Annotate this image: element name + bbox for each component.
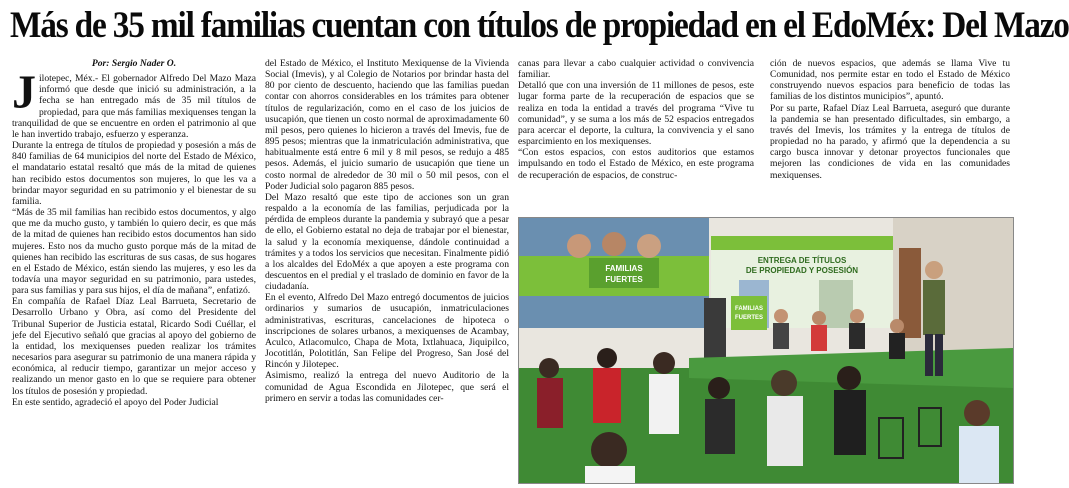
audience-body — [537, 378, 563, 428]
official-body — [811, 325, 827, 351]
poster-face — [637, 234, 661, 258]
event-photo — [518, 217, 1014, 484]
paragraph: Durante la entrega de títulos de propiedad y posesión a más de 840 familias de 64 municipios del norte del Estado de México, el mandatario estatal resaltó que más de la mitad de quienes han recibido estos documentos son mujeres, lo que les va a brindar mayor seguridad en su patrimonio y el bienestar de su familia. — [12, 140, 256, 207]
paragraph: canas para llevar a cabo cualquier actividad o convivencia familiar. — [518, 58, 754, 81]
poster-face — [602, 232, 626, 256]
familias-sign-line-2: FUERTES — [605, 275, 643, 284]
podium-sign — [731, 296, 767, 330]
audience-body — [649, 374, 679, 434]
official-head — [812, 311, 826, 325]
audience-body — [585, 466, 635, 483]
speaker-leg — [925, 334, 933, 376]
paragraph: ción de nuevos espacios, que además se llama Vive tu Comunidad, nos permite estar en todo el Estado de México construyendo nuevos espacios para beneficio de todas las familias de los distintos municipios”, apuntó. — [770, 58, 1010, 103]
banner-line-2: DE PROPIEDAD Y POSESIÓN — [745, 266, 859, 275]
banner-line-1: ENTREGA DE TÍTULOS — [757, 256, 847, 265]
audience-body — [959, 426, 999, 483]
paragraph: “Más de 35 mil familias han recibido estos documentos, y algo que me da mucho gusto, y también lo quiero decir, es que más de la mitad de quienes han recibido estos documentos han sido mujeres. Esto nos da mucho gusto porque más de la mitad de quienes han recibido las escrituras de sus casas, de sus hogares en el Estado de México, están siendo las mujeres, y eso les da todavía una mayor seguridad en su patrimonio, para ustedes, para sus familias y para sus hijos, el día de mañana”, enfatizó. — [12, 207, 256, 297]
paragraph: En el evento, Alfredo Del Mazo entregó documentos de juicios ordinarios y sumarios de usucapión, inmatriculaciones administrativas, escrituras, cancelaciones de hipoteca o inscripciones de solares urbanos, a mexiquenses de Acambay, Aculco, Atlacomulco, Chapa de Mota, Ixtlahuaca, Jiquipilco, Jocotitlán, Polotitlán, San Felipe del Progreso, San José del Rincón y Jilotepec. — [265, 292, 509, 371]
audience-head — [771, 370, 797, 396]
paragraph: “Con estos espacios, con estos auditorios que estamos impulsando en todo el Estado de México, en este programa de recuperación de espacios, de construc- — [518, 147, 754, 181]
article-column-4 — [770, 58, 1010, 218]
audience-head — [653, 352, 675, 374]
paragraph-text: ilotepec, Méx.- El gobernador Alfredo Del Mazo Maza informó que desde que inició su administración, a la fecha se han entregado más de 35 mil títulos de propiedad, para que más familias mexiquenses tengan la tranquilidad de que se encuentre en orden el patrimonio al que le han invertido trabajo, esfuerzo y esperanza. — [12, 73, 256, 140]
audience-body — [834, 390, 866, 455]
paragraph: Asimismo, realizó la entrega del nuevo Auditorio de la comunidad de Agua Escondida en Jilotepec, que será el primero en servir a todas las comunidades cer- — [265, 370, 509, 404]
paragraph: Por su parte, Rafael Díaz Leal Barrueta, aseguró que durante la pandemia se han presentado dificultades, sin embargo, a través del Imevis, los trámites y la entrega de títulos de propiedad no ha parado, y afirmó que la dependencia a su cargo busca innovar y detonar proyectos funcionales que mejoren las condiciones de vida en las comunidades mexiquenses. — [770, 102, 1010, 181]
paragraph: En compañía de Rafael Díaz Leal Barrueta, Secretario de Desarrollo Urbano y Obra, así como del Presidente del Tribunal Superior de Justicia estatal, Ricardo Sodi Cuéllar, el jefe del Ejecutivo señaló que gracias al apoyo del gobierno de la entidad, los mexiquenses pueden realizar los trámites necesarios para asegurar su patrimonio de una manera rápida y económica, al reducir tiempo, garantizar un mejor acceso y realizando un menor gasto en lo que se requiere para obtener los títulos de posesión y propiedad. — [12, 296, 256, 397]
byline: Por: Sergio Nader O. — [91, 58, 177, 69]
audience-head — [539, 358, 559, 378]
article-column-2 — [265, 58, 509, 488]
audience-head — [837, 366, 861, 390]
official-head — [774, 309, 788, 323]
center-banner-top — [711, 236, 893, 250]
speaker-head — [925, 261, 943, 279]
paragraph: Del Mazo resaltó que este tipo de acciones son un gran respaldo a la economía de las familias, perjudicada por la pérdida de empleos durante la pandemia y subrayó que a pesar de ello, el Gobierno estatal no deja de trabajar por el bienestar, la salud y la economía mexiquense, dándole continuidad a trámites y a todos los servicios que necesitan. Finalmente pidió a los alcaldes del EdoMéx a que apoyen a este programa con descuentos en el predial y el traslado de dominio en favor de la ciudadanía. — [265, 191, 509, 293]
paragraph: En este sentido, agradeció el apoyo del Poder Judicial — [12, 396, 219, 408]
audience-head — [964, 400, 990, 426]
audience-body — [705, 399, 735, 454]
audience-head — [597, 348, 617, 368]
paragraph — [12, 66, 256, 140]
speaker-jacket — [923, 280, 945, 335]
official-head — [850, 309, 864, 323]
paragraph: Detalló que con una inversión de 11 millones de pesos, este lugar forma parte de la recuperación de espacios que se realiza en toda la entidad a través del programa “Vive tu comunidad”, y se suma a los más de 52 espacios entregados para acercar el deporte, la cultura, la convivencia y el sano esparcimiento en los mexiquenses. — [518, 80, 754, 148]
familias-sign-line-1: FAMILIAS — [605, 264, 643, 273]
podium — [704, 298, 726, 358]
audience-head — [708, 377, 730, 399]
podium-sign-line-2: FUERTES — [734, 315, 764, 321]
poster-face — [567, 234, 591, 258]
podium-sign-line-1: FAMILIAS — [735, 306, 763, 312]
official-body — [849, 323, 865, 349]
speaker-leg — [935, 334, 943, 376]
official-body — [773, 323, 789, 349]
paragraph: del Estado de México, el Instituto Mexiquense de la Vivienda Social (Imevis), y al Colegio de Notarios por brindar hasta del 80 por ciento de descuento, haciendo que las familias puedan contar con ahorros considerables en los trámites para obtener títulos de regularización, como en el caso de los juicios de usucapión, que tienen un costo normal de aproximadamente 60 mil pesos, pero quienes lo hicieron a través del Imevis, fue de 895 pesos; mientras que la inmatriculación administrativa, que habitualmente está entre 6 mil y 8 mil pesos, se redujo a 485 pesos. Además, el juicio sumario de usucapión que tiene un costo normal de alrededor de 30 mil o 50 mil pesos, con el Poder Judicial solo pagaron 885 pesos. — [265, 58, 509, 192]
official-body — [889, 333, 905, 359]
official-head — [890, 319, 904, 333]
audience-body — [593, 368, 621, 423]
article-column-1 — [12, 58, 256, 488]
article-column-3 — [518, 58, 754, 218]
event-photo-illustration — [519, 218, 1013, 483]
drop-cap: J — [12, 66, 36, 120]
audience-head — [591, 432, 627, 468]
article-headline: Más de 35 mil familias cuentan con títulos de propiedad en el EdoMéx: Del Mazo — [10, 5, 1069, 46]
audience-body — [767, 396, 803, 466]
